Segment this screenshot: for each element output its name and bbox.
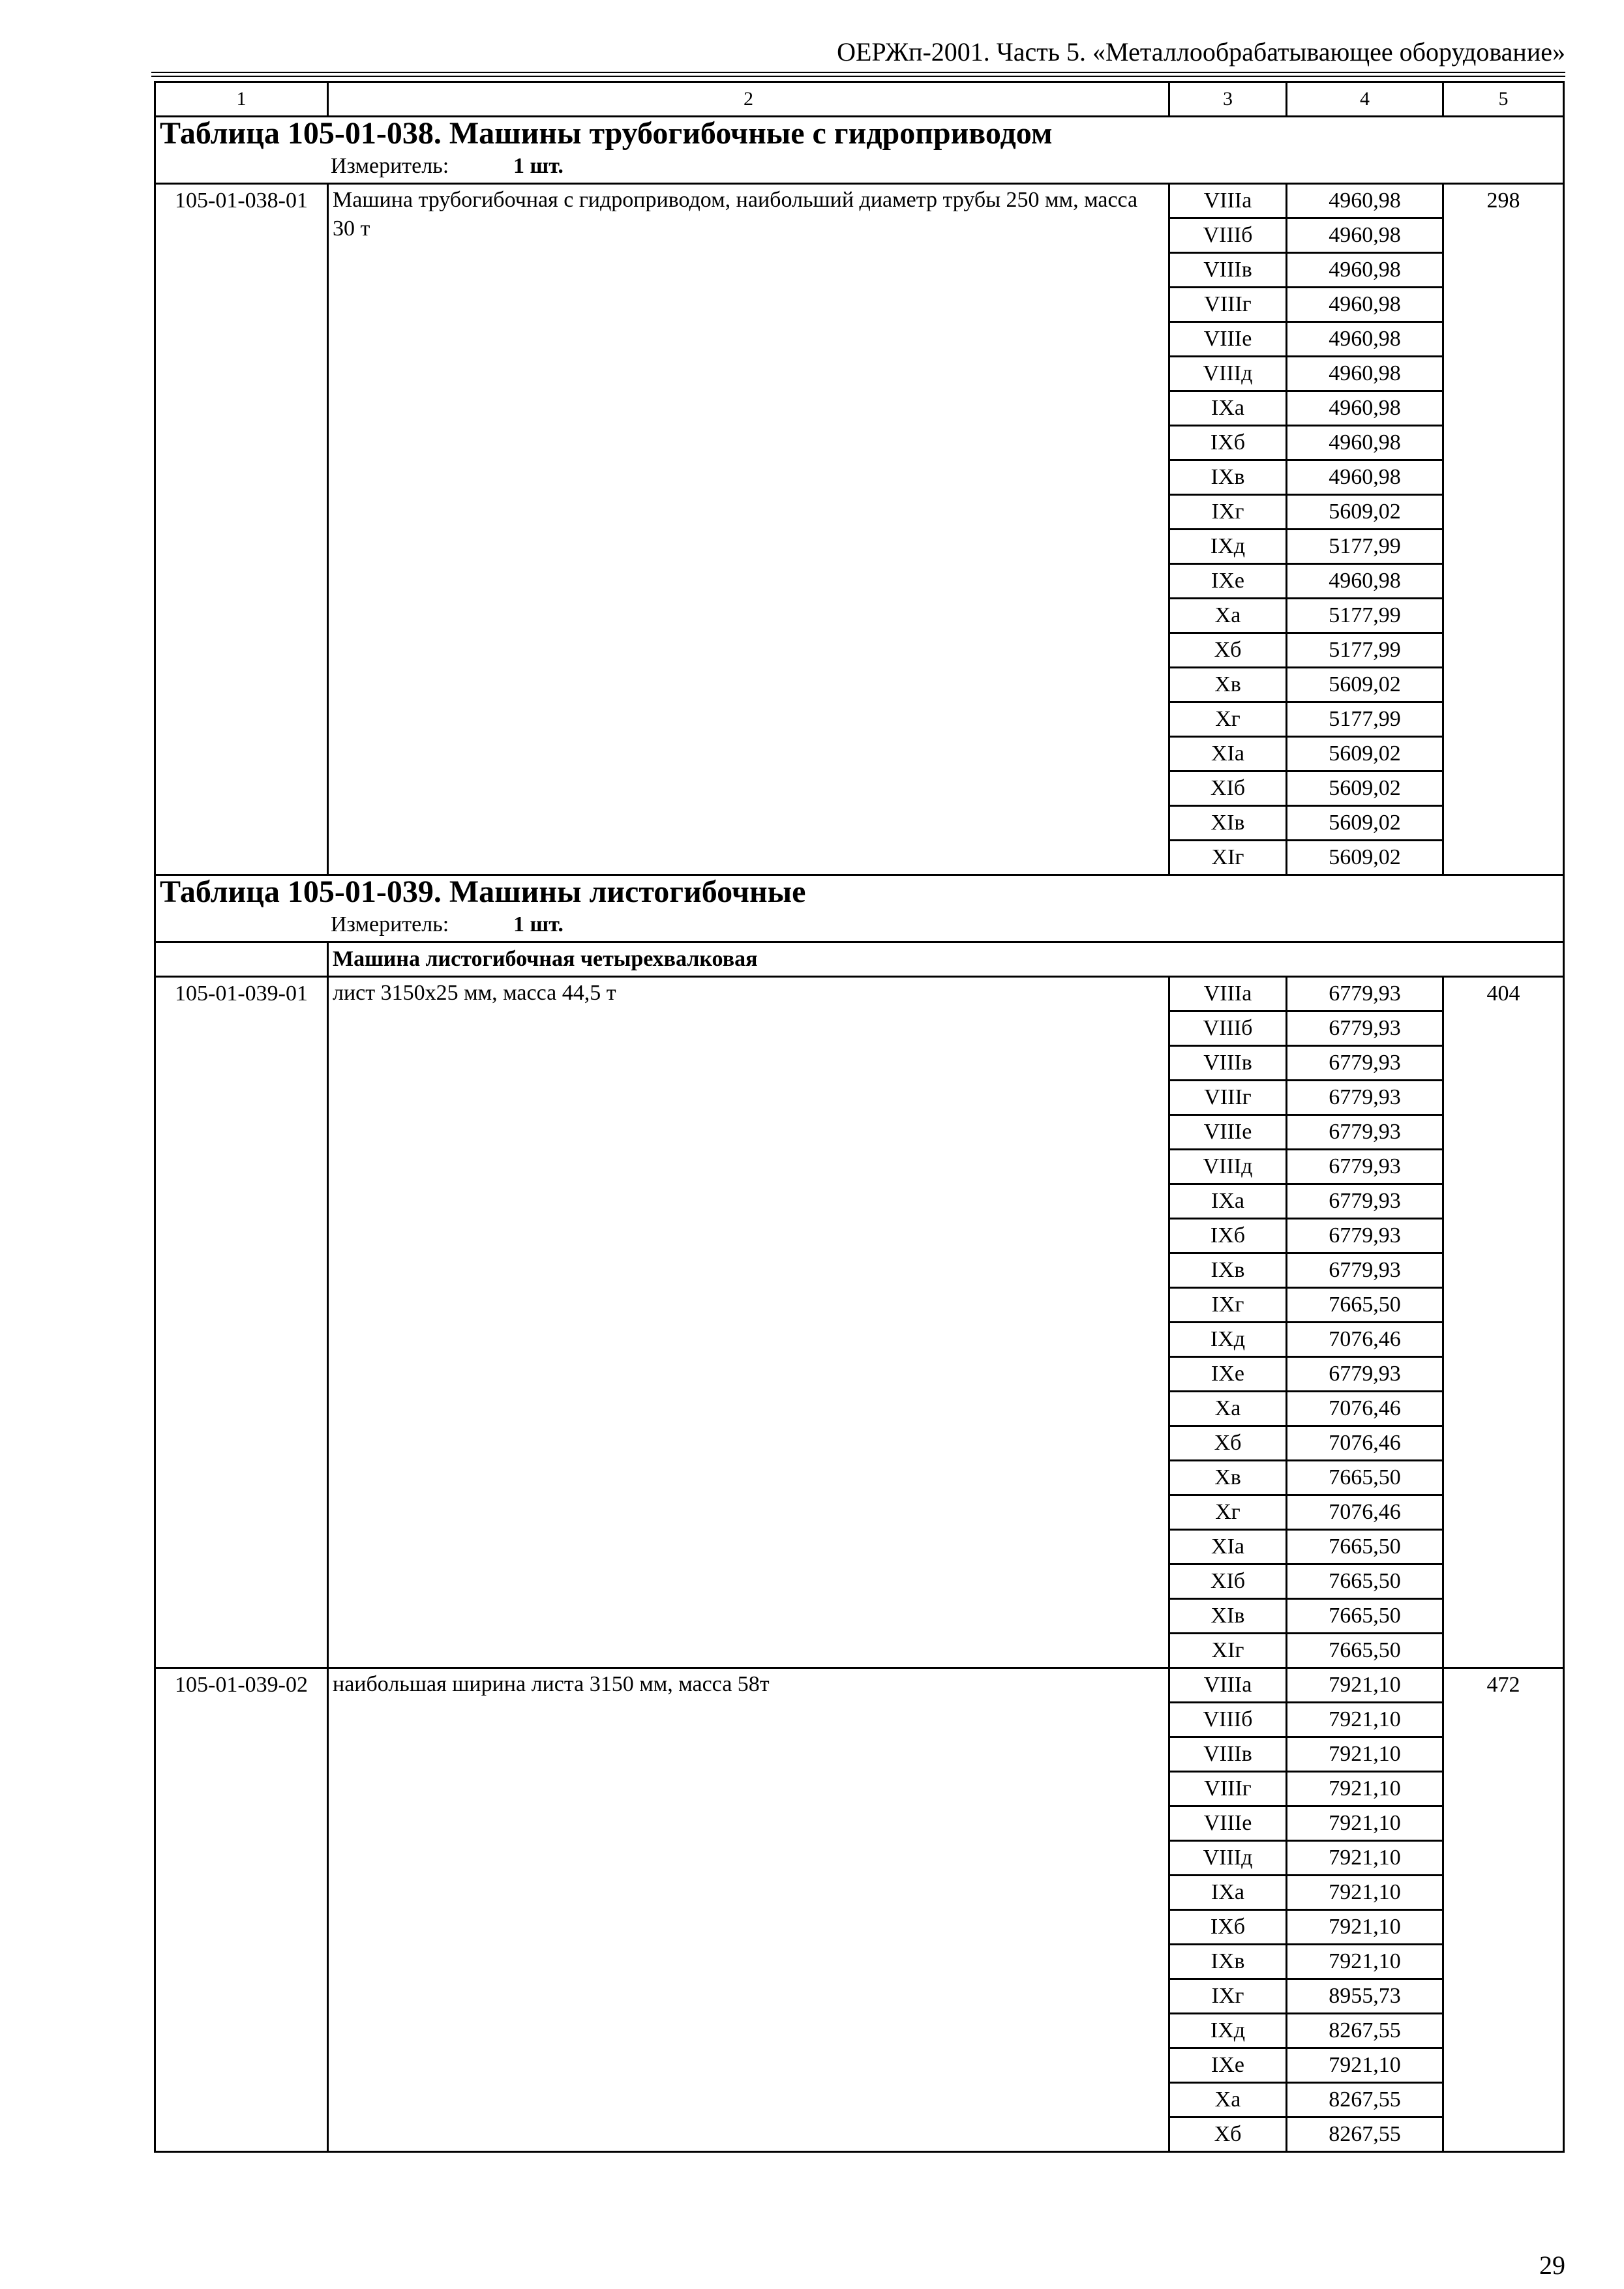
price-cell: 5177,99	[1287, 633, 1443, 668]
item-code: 105-01-038-01	[155, 184, 328, 875]
price-cell: 7921,10	[1287, 2048, 1443, 2083]
price-cell: 7921,10	[1287, 1668, 1443, 1703]
category-cell: Xа	[1169, 599, 1287, 633]
price-cell: 7076,46	[1287, 1495, 1443, 1530]
price-cell: 6779,93	[1287, 977, 1443, 1011]
table-row	[155, 184, 1564, 218]
category-cell: IXа	[1169, 1876, 1287, 1910]
category-cell: Xг	[1169, 1495, 1287, 1530]
category-cell: XIв	[1169, 1599, 1287, 1634]
category-cell: Xб	[1169, 2117, 1287, 2152]
subheading-spacer	[155, 942, 328, 977]
column-number: 5	[1443, 82, 1564, 117]
price-cell: 6779,93	[1287, 1046, 1443, 1081]
rates-table-body	[155, 82, 1564, 2152]
category-cell: IXа	[1169, 391, 1287, 426]
price-cell: 4960,98	[1287, 218, 1443, 253]
item-code: 105-01-039-01	[155, 977, 328, 1668]
category-cell: VIIIа	[1169, 184, 1287, 218]
price-cell: 7921,10	[1287, 1841, 1443, 1876]
category-cell: XIб	[1169, 1564, 1287, 1599]
category-cell: IXб	[1169, 426, 1287, 460]
category-cell: IXб	[1169, 1910, 1287, 1945]
column-number-row	[155, 82, 1564, 117]
category-cell: VIIIе	[1169, 322, 1287, 357]
price-cell: 4960,98	[1287, 322, 1443, 357]
price-cell: 8267,55	[1287, 2083, 1443, 2117]
category-cell: IXв	[1169, 1945, 1287, 1979]
price-cell: 6779,93	[1287, 1357, 1443, 1392]
item-code: 105-01-039-02	[155, 1668, 328, 2152]
price-cell: 7665,50	[1287, 1530, 1443, 1564]
category-cell: IXд	[1169, 1323, 1287, 1357]
price-cell: 7921,10	[1287, 1772, 1443, 1806]
price-cell: 6779,93	[1287, 1253, 1443, 1288]
price-cell: 4960,98	[1287, 426, 1443, 460]
category-cell: Xб	[1169, 1426, 1287, 1461]
measure-value: 1 шт.	[513, 912, 564, 936]
price-cell: 7076,46	[1287, 1426, 1443, 1461]
table-title-row	[155, 117, 1564, 151]
measure-row	[155, 908, 1564, 942]
price-cell: 7665,50	[1287, 1634, 1443, 1668]
price-cell: 4960,98	[1287, 460, 1443, 495]
measure-value: 1 шт.	[513, 154, 564, 178]
subheading-row	[155, 942, 1564, 977]
measure-cell	[155, 908, 1564, 942]
category-cell: IXг	[1169, 1288, 1287, 1323]
price-cell: 5177,99	[1287, 530, 1443, 564]
table-title: Таблица 105-01-038. Машины трубогибочные с гидроприводом	[155, 117, 1564, 151]
category-cell: IXе	[1169, 1357, 1287, 1392]
price-cell: 5609,02	[1287, 841, 1443, 875]
category-cell: IXд	[1169, 530, 1287, 564]
category-cell: XIг	[1169, 841, 1287, 875]
category-cell: VIIIб	[1169, 218, 1287, 253]
price-cell: 6779,93	[1287, 1184, 1443, 1219]
category-cell: XIв	[1169, 806, 1287, 841]
category-cell: XIа	[1169, 1530, 1287, 1564]
category-cell: IXе	[1169, 564, 1287, 599]
price-cell: 7665,50	[1287, 1461, 1443, 1495]
price-cell: 5177,99	[1287, 599, 1443, 633]
price-cell: 4960,98	[1287, 357, 1443, 391]
category-cell: IXб	[1169, 1219, 1287, 1253]
category-cell: Xа	[1169, 1392, 1287, 1426]
category-cell: VIIIг	[1169, 1772, 1287, 1806]
category-cell: Xв	[1169, 668, 1287, 702]
item-col5-value: 298	[1443, 184, 1564, 875]
category-cell: IXг	[1169, 495, 1287, 530]
price-cell: 5609,02	[1287, 806, 1443, 841]
item-col5-value: 472	[1443, 1668, 1564, 2152]
price-cell: 7665,50	[1287, 1564, 1443, 1599]
table-row	[155, 1668, 1564, 1703]
document-header-title: ОЕРЖп-2001. Часть 5. «Металлообрабатывающее оборудование»	[837, 37, 1565, 67]
table-title: Таблица 105-01-039. Машины листогибочные	[155, 875, 1564, 909]
category-cell: VIIIв	[1169, 253, 1287, 288]
category-cell: IXг	[1169, 1979, 1287, 2014]
category-cell: VIIIе	[1169, 1115, 1287, 1150]
price-cell: 7921,10	[1287, 1806, 1443, 1841]
price-cell: 5609,02	[1287, 737, 1443, 771]
category-cell: IXа	[1169, 1184, 1287, 1219]
price-cell: 6779,93	[1287, 1081, 1443, 1115]
price-cell: 7076,46	[1287, 1392, 1443, 1426]
rates-table	[154, 81, 1565, 2153]
price-cell: 6779,93	[1287, 1150, 1443, 1184]
price-cell: 6779,93	[1287, 1115, 1443, 1150]
price-cell: 7665,50	[1287, 1599, 1443, 1634]
price-cell: 7921,10	[1287, 1910, 1443, 1945]
column-number: 3	[1169, 82, 1287, 117]
header-rule	[151, 76, 1565, 77]
category-cell: VIIIб	[1169, 1011, 1287, 1046]
price-cell: 4960,98	[1287, 564, 1443, 599]
header-rule	[151, 72, 1565, 73]
price-cell: 5177,99	[1287, 702, 1443, 737]
price-cell: 7921,10	[1287, 1703, 1443, 1737]
item-description: Машина трубогибочная с гидроприводом, наибольший диаметр трубы 250 мм, масса 30 т	[328, 184, 1169, 875]
category-cell: IXе	[1169, 2048, 1287, 2083]
column-number: 2	[328, 82, 1169, 117]
price-cell: 4960,98	[1287, 253, 1443, 288]
measure-row	[155, 150, 1564, 184]
price-cell: 5609,02	[1287, 771, 1443, 806]
item-description: лист 3150х25 мм, масса 44,5 т	[328, 977, 1169, 1668]
category-cell: Xа	[1169, 2083, 1287, 2117]
category-cell: VIIIд	[1169, 357, 1287, 391]
category-cell: VIIIа	[1169, 977, 1287, 1011]
category-cell: VIIIд	[1169, 1841, 1287, 1876]
category-cell: VIIIа	[1169, 1668, 1287, 1703]
category-cell: IXв	[1169, 1253, 1287, 1288]
column-number: 1	[155, 82, 328, 117]
item-col5-value: 404	[1443, 977, 1564, 1668]
category-cell: VIIIе	[1169, 1806, 1287, 1841]
price-cell: 4960,98	[1287, 288, 1443, 322]
price-cell: 4960,98	[1287, 184, 1443, 218]
price-cell: 5609,02	[1287, 495, 1443, 530]
category-cell: XIб	[1169, 771, 1287, 806]
category-cell: VIIIб	[1169, 1703, 1287, 1737]
category-cell: VIIIг	[1169, 1081, 1287, 1115]
column-number: 4	[1287, 82, 1443, 117]
measure-label: Измеритель:	[331, 912, 449, 936]
price-cell: 7076,46	[1287, 1323, 1443, 1357]
category-cell: VIIIв	[1169, 1046, 1287, 1081]
price-cell: 8267,55	[1287, 2117, 1443, 2152]
category-cell: VIIIд	[1169, 1150, 1287, 1184]
category-cell: Xв	[1169, 1461, 1287, 1495]
category-cell: VIIIв	[1169, 1737, 1287, 1772]
category-cell: VIIIг	[1169, 288, 1287, 322]
page-number: 29	[1539, 2251, 1565, 2280]
price-cell: 7921,10	[1287, 1737, 1443, 1772]
price-cell: 8955,73	[1287, 1979, 1443, 2014]
price-cell: 7921,10	[1287, 1945, 1443, 1979]
subheading: Машина листогибочная четырехвалковая	[328, 942, 1564, 977]
item-description: наибольшая ширина листа 3150 мм, масса 58т	[328, 1668, 1169, 2152]
price-cell: 6779,93	[1287, 1011, 1443, 1046]
measure-label: Измеритель:	[331, 154, 449, 178]
category-cell: Xб	[1169, 633, 1287, 668]
category-cell: IXв	[1169, 460, 1287, 495]
table-row	[155, 977, 1564, 1011]
price-cell: 5609,02	[1287, 668, 1443, 702]
price-cell: 6779,93	[1287, 1219, 1443, 1253]
category-cell: IXд	[1169, 2014, 1287, 2048]
measure-cell	[155, 150, 1564, 184]
category-cell: XIг	[1169, 1634, 1287, 1668]
price-cell: 7921,10	[1287, 1876, 1443, 1910]
category-cell: Xг	[1169, 702, 1287, 737]
table-title-row	[155, 875, 1564, 909]
price-cell: 4960,98	[1287, 391, 1443, 426]
category-cell: XIа	[1169, 737, 1287, 771]
price-cell: 7665,50	[1287, 1288, 1443, 1323]
price-cell: 8267,55	[1287, 2014, 1443, 2048]
